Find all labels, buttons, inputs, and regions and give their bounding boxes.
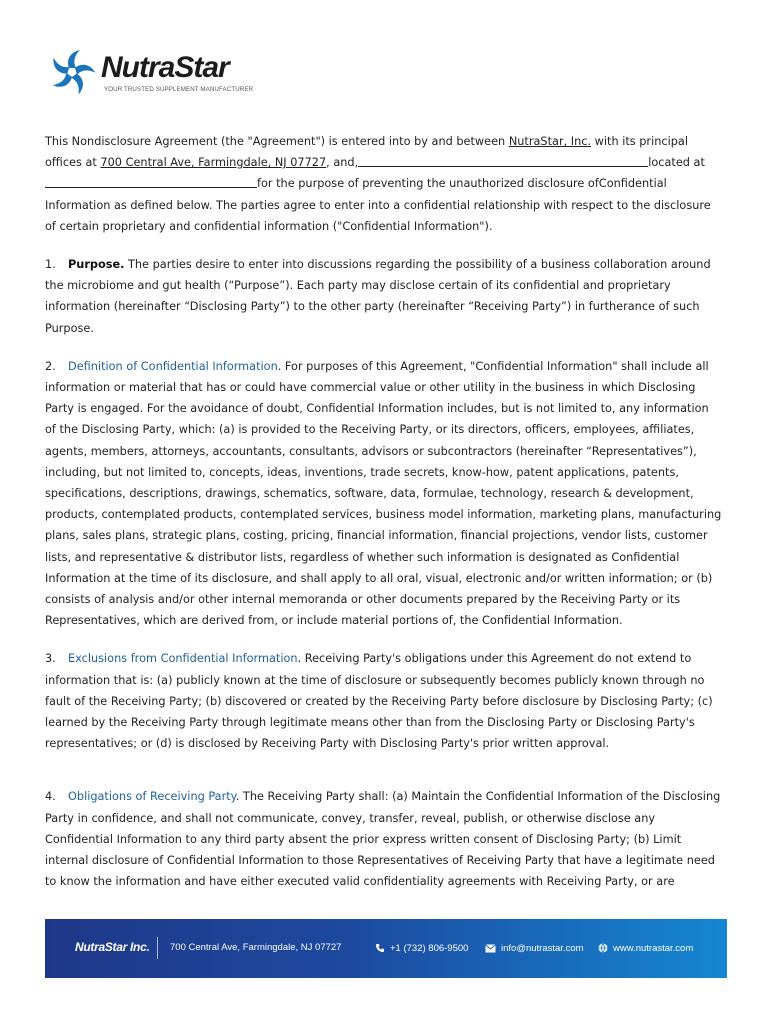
section-body: . For purposes of this Agreement, "Confidential Information" shall include all information or material that has or could have commercial value or other utility in the business in which Disclosing Party is engaged. For the avoidance of doubt, Confidential Information includes, but is not limited to, any information of the Disclosing Party, which: (a) is provided to the Receiving Party, or its directors, officers, employees, affiliates, agents, members, attorneys, accountants, consultants, advisors or subcontractors (hereinafter “Representatives”), including, but not limited to, concepts, ideas, inventions, trade secrets, know-how, patent applications, patents, specifications, descriptions, drawings, schematics, software, data, formulae, technology, research & development, products, contemplated products, contemplated services, business model information, marketing plans, manufacturing plans, sales plans, strategic plans, costing, pricing, financial information, financial projections, vendor lists, customer lists, and representative & distributor lists, regardless of whether such information is designated as Confidential Information at the time of its disclosure, and shall apply to all oral, visual, electronic and/or written information; or (b) consists of analysis and/or other internal memoranda or other documents prepared by the Receiving Party or its Representatives, which are derived from, or include material portions of, the Confidential Information.	[45, 359, 722, 628]
party-location-blank[interactable]	[45, 174, 257, 188]
section-body: . Receiving Party's obligations under this Agreement do not extend to information that is: (a) publicly known at the time of disclosure or subsequently becomes publicly known through no fault of the Receiving Party; (b) discovered or created by the Receiving Party before disclosure by Disclosing Party; (c) learned by the Receiving Party through legitimate means other than from the Disclosing Party or Disclosing Party's representatives; or (d) is disclosed by Receiving Party with Disclosing Party's prior written approval.	[45, 652, 713, 751]
footer-address: 700 Central Ave, Farmingdale, NJ 07727	[170, 942, 342, 953]
intro-text: located at	[648, 156, 705, 170]
section-number: 3.	[45, 652, 56, 666]
footer-website[interactable]	[598, 941, 693, 955]
phone-icon	[375, 943, 385, 953]
section-number: 1.	[45, 258, 56, 272]
footer-phone-text: +1 (732) 806-9500	[390, 942, 469, 954]
section-exclusions	[45, 648, 723, 754]
section-purpose	[45, 254, 723, 339]
section-number: 2.	[45, 359, 56, 373]
company-address: 700 Central Ave, Farmingdale, NJ 07727	[100, 156, 327, 170]
company-logo	[46, 46, 276, 98]
section-body: . The Receiving Party shall: (a) Maintain the Confidential Information of the Disclosing Party in confidence, and shall not communicate, convey, transfer, reveal, publish, or otherwise disclose any Confidential Information to any third party absent the prior express written consent of Disclosing Party; (b) Limit internal disclosure of Confidential Information to those Representatives of Receiving Party that have a legitimate need to know the information and have either executed valid confidentiality agreements with Receiving Party, or are	[45, 790, 721, 889]
footer-phone[interactable]	[375, 941, 468, 955]
section-body: The parties desire to enter into discussions regarding the possibility of a business collaboration around the microbiome and gut health (“Purpose”). Each party may disclose certain of its confidential and proprietary information (hereinafter “Disclosing Party”) to the other party (hereinafter “Receiving Party”) in furtherance of such Purpose.	[45, 258, 711, 335]
contact-footer-banner	[45, 919, 727, 978]
logo-tagline: YOUR TRUSTED SUPPLEMENT MANUFACTURER	[104, 86, 254, 93]
pinwheel-logo-icon	[46, 46, 98, 98]
footer-divider	[157, 937, 158, 959]
section-heading: Obligations of Receiving Party	[68, 790, 236, 804]
intro-text: This Nondisclosure Agreement (the "Agreement") is entered into by and between	[45, 135, 509, 148]
company-name: NutraStar, Inc.	[508, 135, 592, 148]
envelope-icon	[485, 944, 496, 953]
section-heading: Definition of Confidential Information	[68, 359, 278, 373]
intro-text: for the purpose of preventing the unauthorized disclosure ofConfidential Information as defined below. The parties agree to enter into a confidential relationship with respect to the disclosure of certain proprietary and confidential information ("Confidential Information").	[45, 177, 711, 233]
section-definition	[45, 356, 723, 632]
party-name-blank[interactable]	[358, 153, 648, 167]
section-obligations	[45, 786, 723, 892]
section-heading: Purpose.	[68, 258, 125, 272]
intro-text: , and,	[326, 156, 359, 170]
intro-text: with its principal offices at	[45, 135, 688, 170]
footer-brand: NutraStar Inc.	[75, 940, 150, 954]
footer-email[interactable]	[485, 941, 584, 955]
agreement-body	[45, 131, 723, 910]
logo-wordmark: NutraStar	[101, 51, 229, 84]
globe-icon	[598, 943, 608, 953]
footer-website-text: www.nutrastar.com	[613, 942, 694, 954]
intro-paragraph	[45, 131, 723, 237]
footer-email-text: info@nutrastar.com	[501, 942, 584, 954]
section-heading: Exclusions from Confidential Information	[68, 652, 298, 666]
section-number: 4.	[45, 790, 56, 804]
